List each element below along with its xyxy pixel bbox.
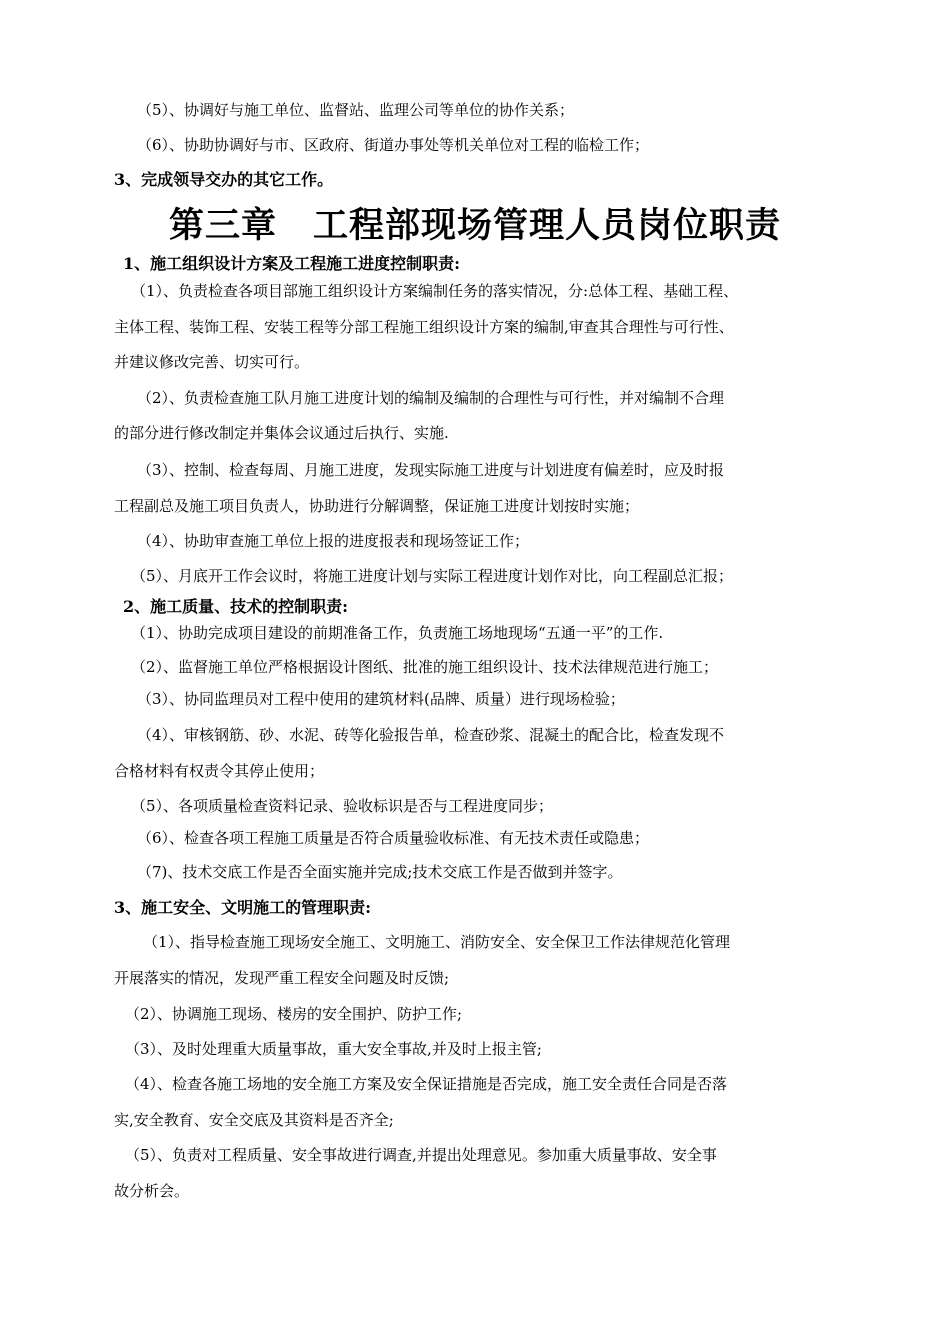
paragraph-line: （2）、协调施工现场、楼房的安全围护、防护工作; — [125, 1005, 463, 1023]
paragraph-line: 合格材料有权责令其停止使用； — [114, 762, 325, 780]
paragraph-line: （5）、月底开工作会议时，将施工进度计划与实际工程进度计划作对比，向工程副总汇报； — [131, 567, 734, 585]
paragraph-line: （3）、及时处理重大质量事故，重大安全事故,并及时上报主管; — [125, 1040, 542, 1058]
paragraph-line: 实,安全教育、安全交底及其资料是否齐全; — [114, 1111, 394, 1129]
section-heading: 3、施工安全、文明施工的管理职责: — [114, 898, 372, 917]
paragraph-line: 并建议修改完善、切实可行。 — [114, 353, 310, 371]
paragraph-line: （3）、控制、检查每周、月施工进度，发现实际施工进度与计划进度有偏差时，应及时报 — [137, 461, 725, 479]
paragraph-line: 开展落实的情况，发现严重工程安全问题及时反馈; — [114, 969, 450, 987]
paragraph-line: （4）、检查各施工场地的安全施工方案及安全保证措施是否完成，施工安全责任合同是否落 — [125, 1075, 728, 1093]
section-heading: 3、完成领导交办的其它工作。 — [114, 170, 334, 189]
paragraph-line: （2）、监督施工单位严格根据设计图纸、批准的施工组织设计、技术法律规范进行施工； — [131, 658, 719, 676]
paragraph-line: （5）、各项质量检查资料记录、验收标识是否与工程进度同步； — [131, 797, 554, 815]
paragraph-line: （1）、指导检查施工现场安全施工、文明施工、消防安全、安全保卫工作法律规范化管理 — [143, 933, 731, 951]
section-heading: 1、施工组织设计方案及工程施工进度控制职责: — [123, 254, 461, 273]
paragraph-line: （5）、协调好与施工单位、监督站、监理公司等单位的协作关系； — [137, 101, 575, 119]
paragraph-line: （1）、协助完成项目建设的前期准备工作，负责施工场地现场“五通一平”的工作. — [131, 624, 664, 642]
paragraph-line: 工程副总及施工项目负责人，协助进行分解调整，保证施工进度计划按时实施； — [114, 497, 640, 515]
paragraph-line: （4）、审核钢筋、砂、水泥、砖等化验报告单，检查砂浆、混凝土的配合比，检查发现不 — [137, 726, 725, 744]
chapter-title: 第三章 工程部现场管理人员岗位职责 — [168, 206, 781, 246]
paragraph-line: （4）、协助审查施工单位上报的进度报表和现场签证工作； — [137, 532, 530, 550]
paragraph-line: （6）、检查各项工程施工质量是否符合质量验收标准、有无技术责任或隐患； — [137, 829, 650, 847]
paragraph-line: （7)、技术交底工作是否全面实施并完成;技术交底工作是否做到并签字。 — [137, 863, 623, 881]
paragraph-line: 故分析会。 — [114, 1182, 190, 1200]
paragraph-line: 的部分进行修改制定并集体会议通过后执行、实施. — [114, 424, 449, 442]
section-heading: 2、施工质量、技术的控制职责: — [123, 597, 349, 616]
paragraph-line: （3）、协同监理员对工程中使用的建筑材料(品牌、质量）进行现场检验； — [137, 690, 625, 708]
paragraph-line: （2）、负责检查施工队月施工进度计划的编制及编制的合理性与可行性，并对编制不合理 — [137, 389, 725, 407]
paragraph-line: （5）、负责对工程质量、安全事故进行调查,并提出处理意见。参加重大质量事故、安全事 — [125, 1146, 717, 1164]
paragraph-line: 主体工程、装饰工程、安装工程等分部工程施工组织设计方案的编制,审查其合理性与可行性、 — [114, 318, 734, 336]
paragraph-line: （1）、负责检查各项目部施工组织设计方案编制任务的落实情况，分:总体工程、基础工程、 — [131, 282, 739, 300]
paragraph-line: （6）、协助协调好与市、区政府、街道办事处等机关单位对工程的临检工作； — [137, 136, 650, 154]
